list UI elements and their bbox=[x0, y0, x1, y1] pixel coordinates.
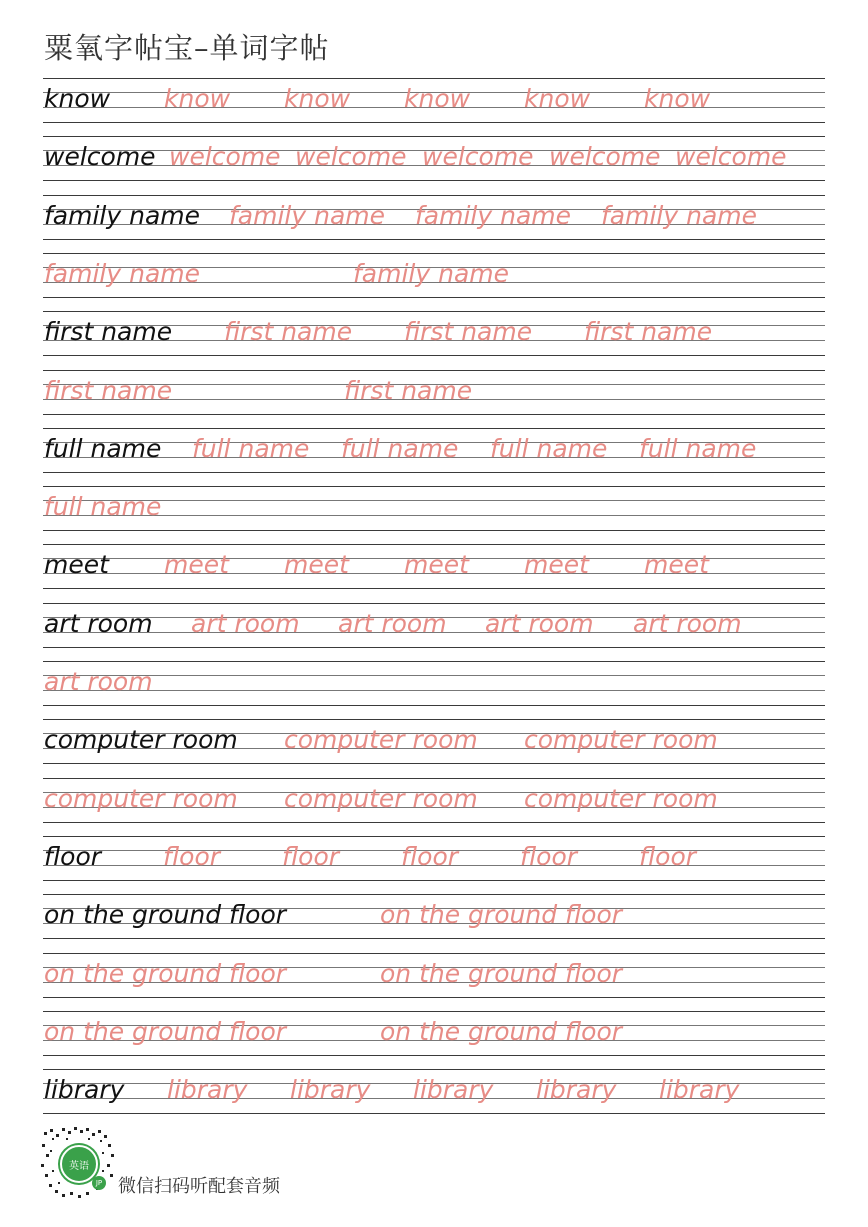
practice-row bbox=[43, 253, 825, 311]
model-word: computer room bbox=[44, 725, 238, 754]
trace-word: full name bbox=[341, 434, 459, 463]
guide-line bbox=[43, 355, 825, 356]
practice-row bbox=[43, 1011, 825, 1069]
trace-word: floor bbox=[282, 842, 340, 871]
trace-word: meet bbox=[164, 550, 229, 579]
trace-word: first name bbox=[44, 376, 173, 405]
trace-word: meet bbox=[404, 550, 469, 579]
guide-line bbox=[43, 530, 825, 531]
guide-line bbox=[43, 880, 825, 881]
trace-word: family name bbox=[601, 201, 758, 230]
guide-line bbox=[43, 239, 825, 240]
practice-row bbox=[43, 719, 825, 777]
guide-line bbox=[43, 311, 825, 312]
trace-word: welcome bbox=[169, 142, 281, 171]
trace-word: on the ground floor bbox=[380, 1017, 623, 1046]
trace-word: art room bbox=[191, 609, 300, 638]
guide-line bbox=[43, 778, 825, 779]
model-word: on the ground floor bbox=[44, 900, 287, 929]
trace-word: know bbox=[164, 84, 231, 113]
page-title: 粟氧字帖宝–单词字帖 bbox=[44, 31, 330, 65]
trace-word: art room bbox=[338, 609, 447, 638]
trace-word: welcome bbox=[675, 142, 787, 171]
trace-word: floor bbox=[401, 842, 459, 871]
guide-line bbox=[43, 719, 825, 720]
model-word: art room bbox=[44, 609, 153, 638]
guide-line bbox=[43, 122, 825, 123]
trace-word: full name bbox=[490, 434, 608, 463]
practice-row bbox=[43, 1069, 825, 1127]
guide-line bbox=[43, 690, 825, 691]
guide-line bbox=[43, 705, 825, 706]
trace-word: computer room bbox=[524, 784, 718, 813]
trace-word: computer room bbox=[524, 725, 718, 754]
guide-line bbox=[43, 603, 825, 604]
practice-row bbox=[43, 544, 825, 602]
trace-word: meet bbox=[284, 550, 349, 579]
practice-row bbox=[43, 661, 825, 719]
guide-line bbox=[43, 588, 825, 589]
guide-line bbox=[43, 894, 825, 895]
trace-word: full name bbox=[192, 434, 310, 463]
model-word: know bbox=[44, 84, 111, 113]
guide-line bbox=[43, 647, 825, 648]
trace-word: know bbox=[284, 84, 351, 113]
guide-line bbox=[43, 763, 825, 764]
practice-row bbox=[43, 603, 825, 661]
model-word: library bbox=[44, 1075, 125, 1104]
guide-line bbox=[43, 486, 825, 487]
trace-word: on the ground floor bbox=[44, 959, 287, 988]
jp-badge: JP bbox=[92, 1176, 106, 1190]
guide-line bbox=[43, 195, 825, 196]
trace-word: computer room bbox=[284, 725, 478, 754]
guide-line bbox=[43, 544, 825, 545]
practice-row bbox=[43, 136, 825, 194]
trace-word: on the ground floor bbox=[380, 900, 623, 929]
guide-line bbox=[43, 414, 825, 415]
model-word: first name bbox=[44, 317, 173, 346]
practice-row bbox=[43, 428, 825, 486]
trace-word: family name bbox=[44, 259, 201, 288]
trace-word: library bbox=[413, 1075, 494, 1104]
practice-row bbox=[43, 486, 825, 544]
guide-line bbox=[43, 822, 825, 823]
audio-caption: 微信扫码听配套音频 bbox=[118, 1176, 280, 1197]
guide-line bbox=[43, 472, 825, 473]
guide-line bbox=[43, 836, 825, 837]
practice-row bbox=[43, 370, 825, 428]
trace-word: family name bbox=[415, 201, 572, 230]
practice-row bbox=[43, 311, 825, 369]
guide-line bbox=[43, 661, 825, 662]
model-word: family name bbox=[44, 201, 201, 230]
trace-word: on the ground floor bbox=[44, 1017, 287, 1046]
guide-line bbox=[43, 675, 825, 676]
guide-line bbox=[43, 1011, 825, 1012]
trace-word: floor bbox=[163, 842, 221, 871]
guide-line bbox=[43, 78, 825, 79]
trace-word: library bbox=[536, 1075, 617, 1104]
trace-word: floor bbox=[639, 842, 697, 871]
english-badge: 英语 bbox=[60, 1145, 98, 1183]
trace-word: on the ground floor bbox=[380, 959, 623, 988]
trace-word: welcome bbox=[295, 142, 407, 171]
trace-word: floor bbox=[520, 842, 578, 871]
trace-word: computer room bbox=[284, 784, 478, 813]
model-word: welcome bbox=[44, 142, 156, 171]
guide-line bbox=[43, 997, 825, 998]
trace-word: first name bbox=[344, 376, 473, 405]
trace-word: full name bbox=[639, 434, 757, 463]
practice-row bbox=[43, 953, 825, 1011]
guide-line bbox=[43, 136, 825, 137]
guide-line bbox=[43, 370, 825, 371]
trace-word: first name bbox=[584, 317, 713, 346]
trace-word: full name bbox=[44, 492, 162, 521]
guide-line bbox=[43, 253, 825, 254]
guide-line bbox=[43, 297, 825, 298]
trace-word: library bbox=[167, 1075, 248, 1104]
model-word: floor bbox=[44, 842, 102, 871]
trace-word: welcome bbox=[422, 142, 534, 171]
practice-row bbox=[43, 78, 825, 136]
practice-row bbox=[43, 894, 825, 952]
trace-word: art room bbox=[485, 609, 594, 638]
practice-row bbox=[43, 778, 825, 836]
guide-line bbox=[43, 1069, 825, 1070]
guide-line bbox=[43, 428, 825, 429]
guide-line bbox=[43, 938, 825, 939]
trace-word: first name bbox=[224, 317, 353, 346]
trace-word: know bbox=[644, 84, 711, 113]
trace-word: first name bbox=[404, 317, 533, 346]
trace-word: family name bbox=[353, 259, 510, 288]
trace-word: welcome bbox=[549, 142, 661, 171]
trace-word: family name bbox=[229, 201, 386, 230]
guide-line bbox=[43, 1055, 825, 1056]
trace-word: computer room bbox=[44, 784, 238, 813]
model-word: full name bbox=[44, 434, 162, 463]
trace-word: know bbox=[524, 84, 591, 113]
practice-row bbox=[43, 195, 825, 253]
guide-line bbox=[43, 953, 825, 954]
trace-word: meet bbox=[644, 550, 709, 579]
trace-word: art room bbox=[44, 667, 153, 696]
model-word: meet bbox=[44, 550, 109, 579]
trace-word: know bbox=[404, 84, 471, 113]
trace-word: library bbox=[659, 1075, 740, 1104]
guide-line bbox=[43, 1113, 825, 1114]
practice-row bbox=[43, 836, 825, 894]
trace-word: library bbox=[290, 1075, 371, 1104]
guide-line bbox=[43, 180, 825, 181]
trace-word: art room bbox=[633, 609, 742, 638]
trace-word: meet bbox=[524, 550, 589, 579]
